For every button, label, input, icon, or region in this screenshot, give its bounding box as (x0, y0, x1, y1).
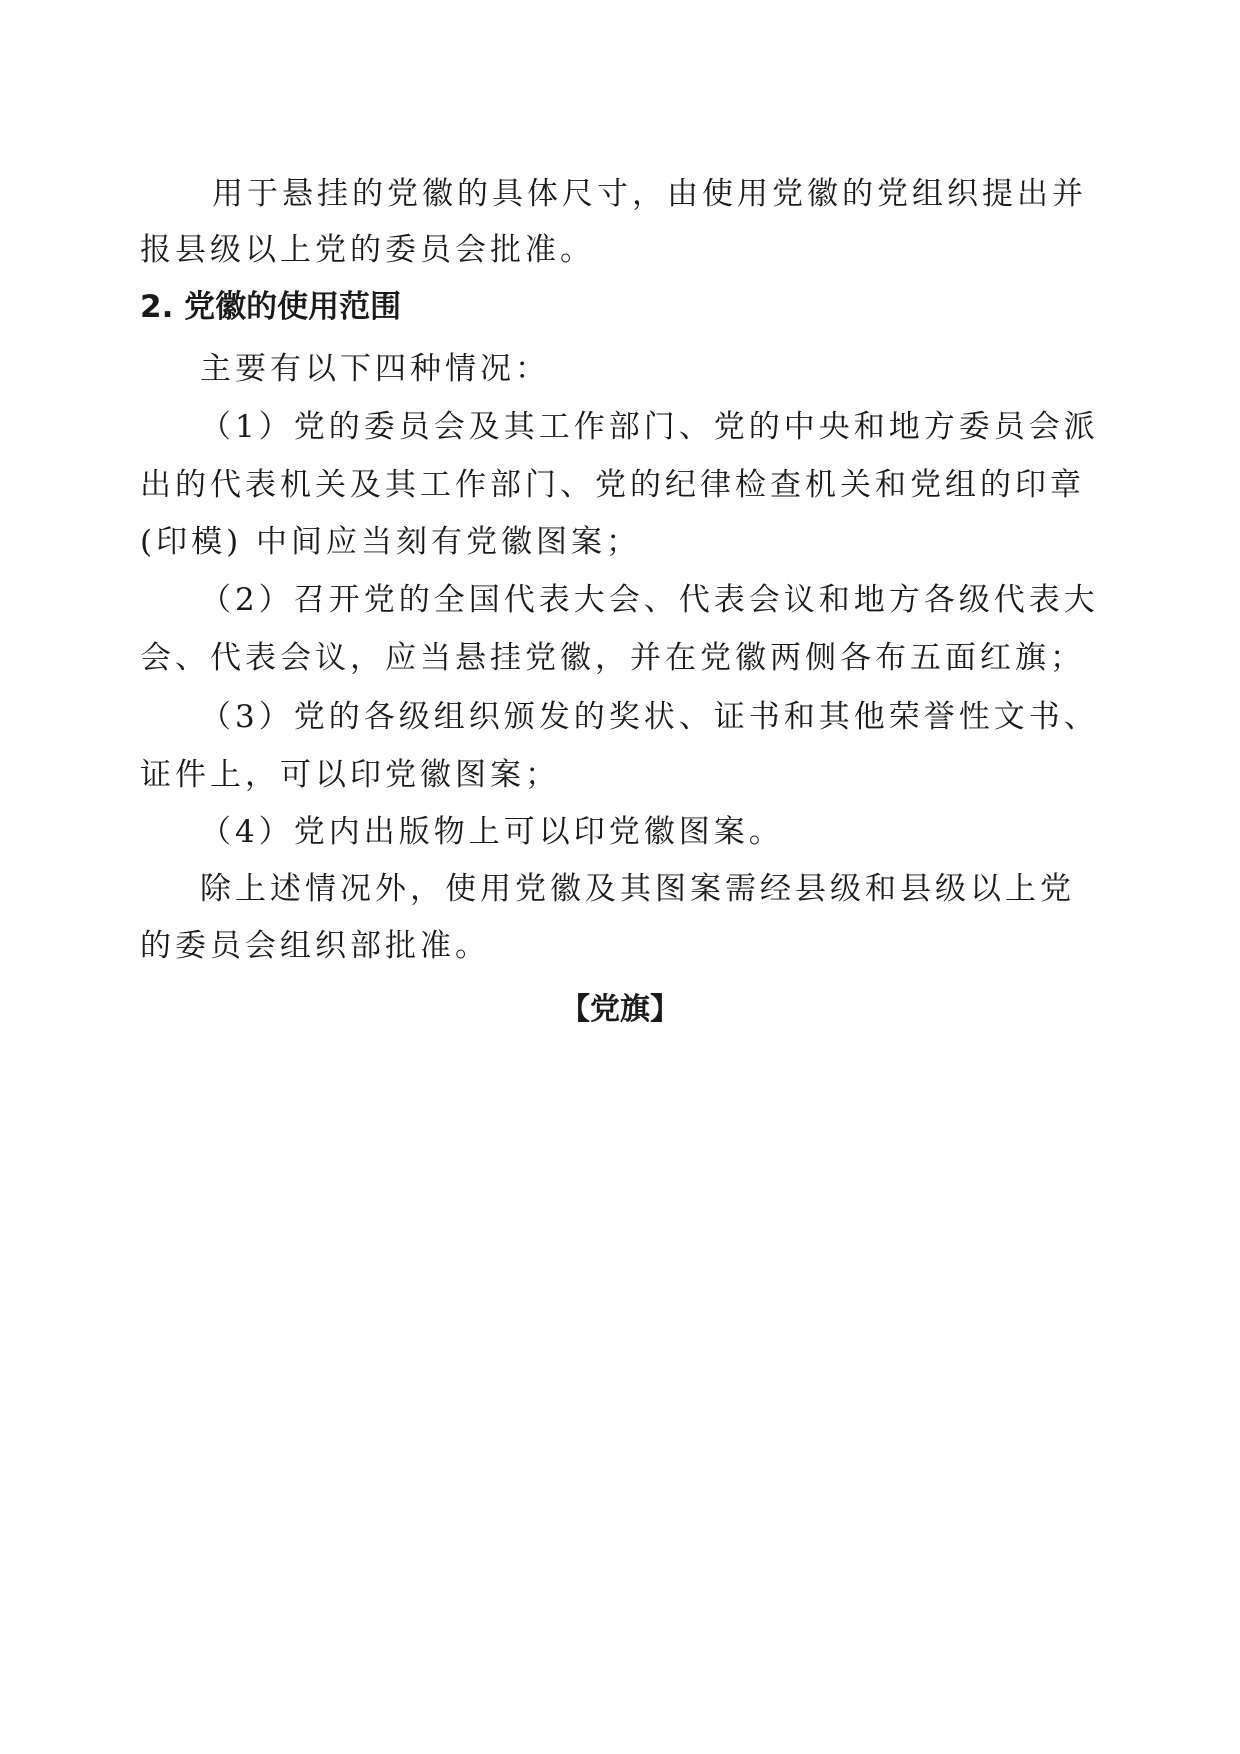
item-2-line-2: 会、代表会议，应当悬挂党徽，并在党徽两侧各布五面红旗； (140, 640, 1085, 676)
paragraph-1-line-2: 报县级以上党的委员会批准。 (140, 232, 595, 268)
item-1-line-1: （1）党的委员会及其工作部门、党的中央和地方委员会派 (200, 409, 1099, 445)
paragraph-final-line-1: 除上述情况外，使用党徽及其图案需经县级和县级以上党 (200, 871, 1075, 907)
intro-text: 主要有以下四种情况： (200, 351, 550, 387)
item-3-line-2: 证件上，可以印党徽图案； (140, 757, 560, 793)
item-1-line-2: 出的代表机关及其工作部门、党的纪律检查机关和党组的印章 (140, 467, 1085, 503)
item-1-line-3: (印模) 中间应当刻有党徽图案； (140, 524, 642, 560)
paragraph-final-line-2: 的委员会组织部批准。 (140, 928, 490, 964)
item-4-line-1: （4）党内出版物上可以印党徽图案。 (200, 814, 784, 850)
item-3-line-1: （3）党的各级组织颁发的奖状、证书和其他荣誉性文书、 (200, 699, 1099, 735)
item-2-line-1: （2）召开党的全国代表大会、代表会议和地方各级代表大 (200, 582, 1099, 618)
section-heading: 2. 党徽的使用范围 (140, 289, 402, 325)
section-title-party-flag: 【党旗】 (560, 992, 680, 1027)
paragraph-1-line-1: 用于悬挂的党徽的具体尺寸，由使用党徽的党组织提出并 (212, 176, 1087, 212)
